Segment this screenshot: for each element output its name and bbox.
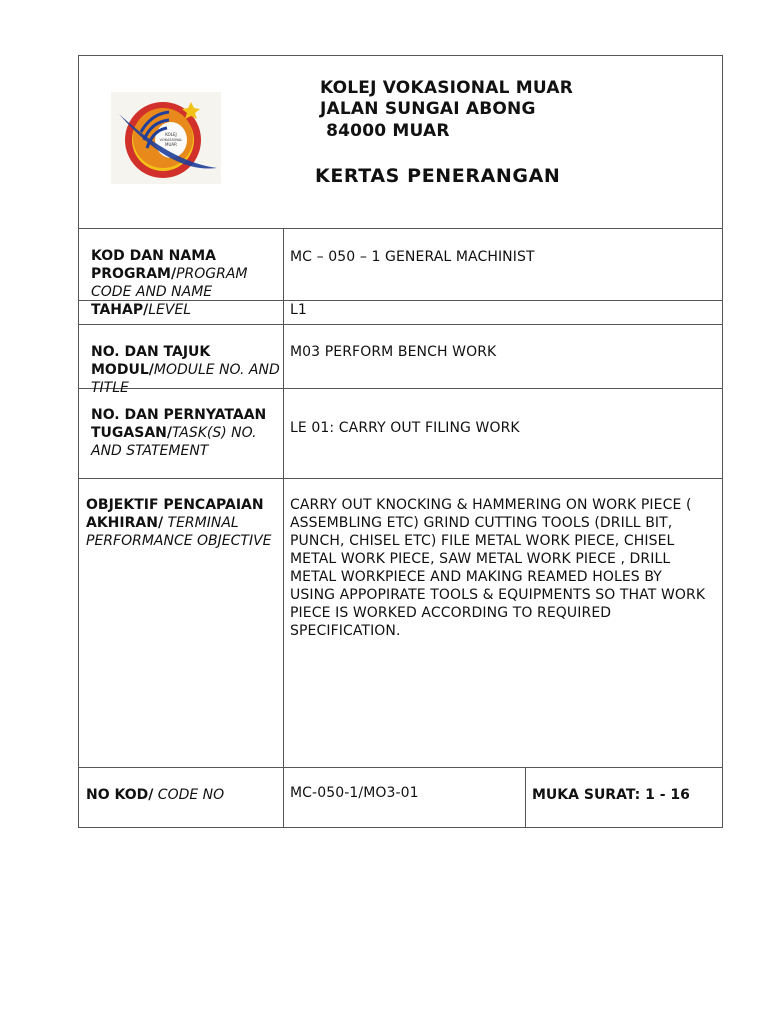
task-value: LE 01: CARRY OUT FILING WORK	[290, 420, 520, 436]
divider	[79, 767, 722, 768]
svg-text:KOLEJ: KOLEJ	[165, 132, 177, 137]
code-value: MC-050-1/MO3-01	[290, 785, 419, 801]
document-title: KERTAS PENERANGAN	[315, 165, 561, 187]
column-divider	[283, 228, 284, 828]
program-label	[91, 247, 276, 301]
objective-label	[86, 496, 276, 550]
college-address-postcode: 84000 MUAR	[320, 121, 450, 141]
program-label-italic: PROGRAM CODE AND NAME	[91, 266, 248, 300]
module-label	[91, 343, 281, 397]
module-label-bold: NO. DAN TAJUK MODUL/	[91, 344, 211, 378]
svg-text:VOKASIONAL: VOKASIONAL	[159, 138, 183, 142]
program-label-bold: KOD DAN NAMA PROGRAM/	[91, 248, 216, 282]
college-address-street: JALAN SUNGAI ABONG	[320, 99, 536, 119]
task-label	[91, 406, 271, 460]
level-label	[91, 301, 276, 319]
college-name: KOLEJ VOKASIONAL MUAR	[320, 78, 573, 98]
level-label-bold: TAHAP/	[91, 302, 149, 318]
divider	[79, 478, 722, 479]
objective-value: CARRY OUT KNOCKING & HAMMERING ON WORK PIECE ( ASSEMBLING ETC) GRIND CUTTING TOOLS (DRILL BIT, PUNCH, CHISEL ETC) FILE METAL WORK PIECE, CHISEL METAL WORK PIECE, SAW METAL WORK PIECE , DRILL METAL WORKPIECE AND MAKING REAMED HOLES BY USING APPOPIRATE TOOLS & EQUIPMENTS SO THAT WORK PIECE IS WORKED ACCORDING TO REQUIRED SPECIFICATION.	[290, 497, 706, 639]
task-label-italic: TASK(S) NO. AND STATEMENT	[91, 425, 257, 459]
divider	[79, 228, 722, 229]
objective-label-italic: TERMINAL PERFORMANCE OBJECTIVE	[86, 515, 272, 549]
objective-label-bold: OBJEKTIF PENCAPAIAN AKHIRAN/	[86, 497, 264, 531]
module-value: M03 PERFORM BENCH WORK	[290, 344, 497, 360]
college-logo	[111, 92, 221, 184]
level-value: L1	[290, 302, 307, 318]
code-label-italic: CODE NO	[153, 787, 225, 803]
module-label-italic: MODULE NO. AND TITLE	[91, 362, 280, 396]
svg-text:MUAR: MUAR	[165, 142, 177, 147]
page-count: MUKA SURAT: 1 - 16	[532, 787, 690, 803]
program-value: MC – 050 – 1 GENERAL MACHINIST	[290, 249, 535, 265]
column-divider	[525, 767, 526, 828]
code-label	[86, 786, 276, 804]
divider	[79, 324, 722, 325]
code-label-bold: NO KOD/	[86, 787, 154, 803]
document-frame	[78, 55, 723, 828]
task-label-bold: NO. DAN PERNYATAAN TUGASAN/	[91, 407, 267, 441]
level-label-italic: LEVEL	[148, 302, 192, 318]
